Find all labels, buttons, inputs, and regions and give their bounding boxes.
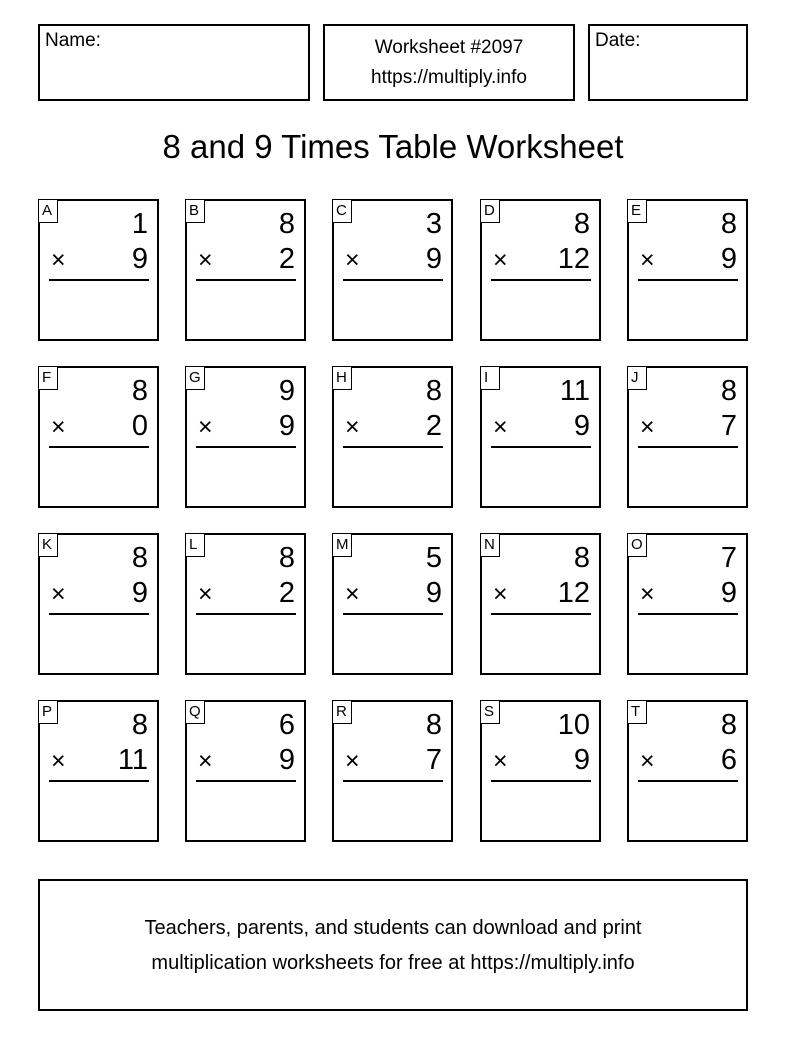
multiplier: 7	[720, 410, 737, 442]
times-sign: ×	[198, 747, 213, 775]
answer-line	[49, 780, 149, 782]
footer-line-2: multiplication worksheets for free at https://multiply.info	[151, 952, 635, 974]
answer-line	[638, 446, 738, 448]
multiplier: 11	[117, 744, 148, 776]
date-label: Date:	[595, 30, 641, 51]
answer-line	[196, 780, 296, 782]
multiplier: 9	[425, 243, 442, 275]
multiplier: 9	[573, 410, 590, 442]
multiplicand: 8	[131, 542, 148, 574]
times-sign: ×	[345, 246, 360, 274]
footer-box	[38, 879, 748, 1011]
times-sign: ×	[51, 246, 66, 274]
problem-card	[332, 533, 453, 675]
problem-card	[480, 700, 601, 842]
times-sign: ×	[198, 246, 213, 274]
multiplicand: 8	[720, 208, 737, 240]
problem-card	[38, 366, 159, 508]
multiplicand: 8	[720, 709, 737, 741]
multiplier: 6	[720, 744, 737, 776]
problem-letter: E	[627, 199, 647, 223]
problem-letter: P	[38, 700, 58, 724]
problem-letter: B	[185, 199, 205, 223]
answer-line	[196, 613, 296, 615]
times-sign: ×	[198, 413, 213, 441]
times-sign: ×	[493, 580, 508, 608]
problem-letter: R	[332, 700, 352, 724]
times-sign: ×	[51, 580, 66, 608]
multiplicand: 10	[557, 709, 590, 741]
problem-letter: K	[38, 533, 58, 557]
answer-line	[491, 279, 591, 281]
answer-line	[196, 279, 296, 281]
multiplicand: 8	[573, 542, 590, 574]
times-sign: ×	[640, 580, 655, 608]
multiplier: 7	[425, 744, 442, 776]
times-sign: ×	[640, 246, 655, 274]
problem-letter: S	[480, 700, 500, 724]
multiplier: 2	[278, 243, 295, 275]
problem-letter: O	[627, 533, 647, 557]
problem-letter: J	[627, 366, 647, 390]
multiplier: 12	[557, 243, 590, 275]
times-sign: ×	[493, 246, 508, 274]
multiplier: 9	[131, 577, 148, 609]
answer-line	[491, 446, 591, 448]
times-sign: ×	[493, 413, 508, 441]
answer-line	[491, 780, 591, 782]
multiplier: 2	[278, 577, 295, 609]
times-sign: ×	[51, 413, 66, 441]
answer-line	[343, 780, 443, 782]
worksheet-info-box	[323, 24, 575, 101]
times-sign: ×	[51, 747, 66, 775]
multiplicand: 3	[425, 208, 442, 240]
problem-letter: F	[38, 366, 58, 390]
answer-line	[343, 446, 443, 448]
name-label: Name:	[45, 30, 101, 51]
problem-card	[185, 199, 306, 341]
problem-card	[185, 366, 306, 508]
problem-card	[185, 533, 306, 675]
multiplier: 12	[557, 577, 590, 609]
multiplicand: 8	[425, 709, 442, 741]
multiplicand: 7	[720, 542, 737, 574]
times-sign: ×	[345, 580, 360, 608]
name-field-box[interactable]	[38, 24, 310, 101]
times-sign: ×	[198, 580, 213, 608]
problem-letter: L	[185, 533, 205, 557]
times-sign: ×	[345, 747, 360, 775]
problem-card	[38, 700, 159, 842]
problem-card	[332, 366, 453, 508]
multiplicand: 8	[278, 542, 295, 574]
multiplicand: 11	[559, 375, 590, 407]
answer-line	[343, 279, 443, 281]
answer-line	[638, 279, 738, 281]
worksheet-number: Worksheet #2097	[374, 37, 524, 58]
times-sign: ×	[640, 747, 655, 775]
problem-card	[185, 700, 306, 842]
footer-line-1: Teachers, parents, and students can download and print	[144, 917, 642, 939]
multiplicand: 8	[131, 375, 148, 407]
multiplier: 9	[278, 410, 295, 442]
multiplicand: 8	[131, 709, 148, 741]
answer-line	[49, 279, 149, 281]
multiplier: 9	[278, 744, 295, 776]
multiplicand: 1	[131, 208, 148, 240]
problem-card	[480, 199, 601, 341]
problem-letter: A	[38, 199, 58, 223]
problem-letter: M	[332, 533, 352, 557]
answer-line	[343, 613, 443, 615]
problem-letter: H	[332, 366, 352, 390]
multiplier: 9	[573, 744, 590, 776]
multiplier: 9	[425, 577, 442, 609]
multiplicand: 8	[425, 375, 442, 407]
date-field-box[interactable]	[588, 24, 748, 101]
multiplier: 9	[720, 577, 737, 609]
answer-line	[491, 613, 591, 615]
multiplier: 9	[720, 243, 737, 275]
multiplicand: 9	[278, 375, 295, 407]
problem-card	[627, 533, 748, 675]
problem-card	[38, 199, 159, 341]
problem-card	[332, 199, 453, 341]
times-sign: ×	[493, 747, 508, 775]
problem-letter: T	[627, 700, 647, 724]
multiplicand: 8	[278, 208, 295, 240]
problem-letter: N	[480, 533, 500, 557]
multiplier: 0	[131, 410, 148, 442]
times-sign: ×	[345, 413, 360, 441]
problem-card	[627, 199, 748, 341]
multiplier: 2	[425, 410, 442, 442]
times-sign: ×	[640, 413, 655, 441]
problem-letter: Q	[185, 700, 205, 724]
multiplicand: 8	[720, 375, 737, 407]
answer-line	[49, 613, 149, 615]
worksheet-url: https://multiply.info	[371, 67, 527, 88]
answer-line	[638, 780, 738, 782]
problem-card	[480, 533, 601, 675]
answer-line	[196, 446, 296, 448]
multiplier: 9	[131, 243, 148, 275]
problem-letter: C	[332, 199, 352, 223]
problem-card	[332, 700, 453, 842]
problem-card	[480, 366, 601, 508]
answer-line	[49, 446, 149, 448]
multiplicand: 6	[278, 709, 295, 741]
problem-letter: I	[480, 366, 500, 390]
page-title: 8 and 9 Times Table Worksheet	[162, 128, 624, 165]
answer-line	[638, 613, 738, 615]
problem-card	[38, 533, 159, 675]
problem-letter: D	[480, 199, 500, 223]
problem-letter: G	[185, 366, 205, 390]
multiplicand: 5	[425, 542, 442, 574]
problem-card	[627, 700, 748, 842]
multiplicand: 8	[573, 208, 590, 240]
problem-card	[627, 366, 748, 508]
